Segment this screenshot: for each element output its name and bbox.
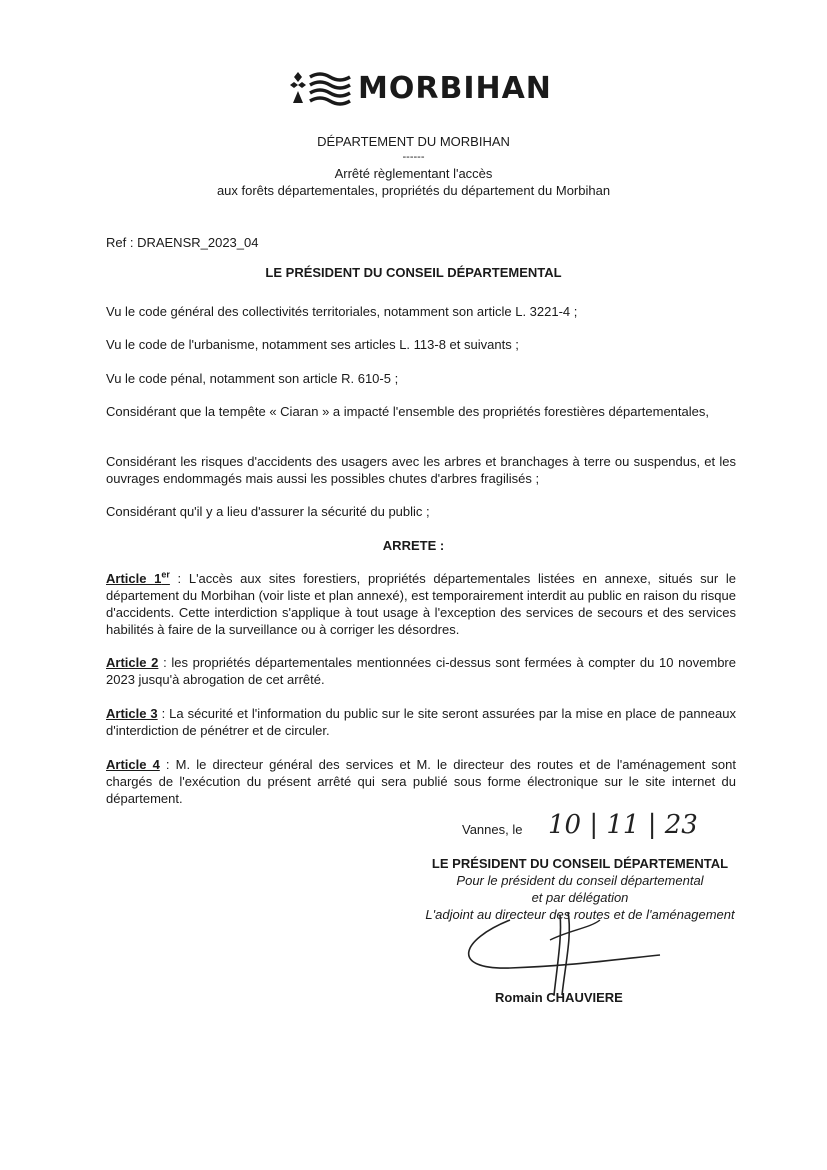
consideration-2: Vu le code de l'urbanisme, notamment ses articles L. 113-8 et suivants ; [106, 337, 519, 352]
consideration-1: Vu le code général des collectivités territoriales, notamment son article L. 3221-4 ; [106, 304, 578, 319]
article-1-text: : L'accès aux sites forestiers, propriétés départementales listées en annexe, situés sur le département du Morbihan (voir liste et plan annexé), est temporairement interdit au public en raison du risque d'accidents. Cette interdiction s'applique à tout usage à l'exception des services de secours et des services habilités à faire de la surveillance ou à corriger les désordres. [106, 571, 736, 637]
arrete-heading: ARRETE : [382, 538, 445, 553]
logo-text: MORBIHAN [358, 70, 552, 106]
article-1-label: Article 1er [106, 569, 170, 586]
ermine-waves-icon [288, 69, 352, 107]
decree-title-line2: aux forêts départementales, propriétés du département du Morbihan [216, 183, 611, 198]
handwritten-date: 10 | 11 | 23 [548, 810, 698, 840]
signature-place: Vannes, le [462, 822, 523, 837]
handwritten-signature [450, 900, 670, 1000]
article-4-label: Article 4 [106, 757, 160, 772]
signatory-name: Romain CHAUVIERE [495, 990, 623, 1005]
consideration-3: Vu le code pénal, notamment son article R. 610-5 ; [106, 371, 399, 386]
article-3-text: : La sécurité et l'information du public sur le site seront assurées par la mise en place de panneaux d'interdiction de pénétrer et de circuler. [106, 706, 736, 738]
article-2-text: : les propriétés départementales mentionnées ci-dessus sont fermées à compter du 10 novembre 2023 jusqu'à abrogation de cet arrêté. [106, 655, 736, 687]
signature-line2: et par délégation [531, 890, 629, 905]
consideration-4: Considérant que la tempête « Ciaran » a impacté l'ensemble des propriétés forestières départementales, [106, 404, 709, 419]
consideration-6: Considérant qu'il y a lieu d'assurer la sécurité du public ; [106, 504, 430, 519]
decree-title-line1: Arrêté règlementant l'accès [334, 166, 493, 181]
reference: Ref : DRAENSR_2023_04 [106, 235, 259, 250]
consideration-5: Considérant les risques d'accidents des usagers avec les arbres et branchages à terre ou suspendus, et les ouvrages endommagés mais aussi les possibles chutes d'arbres fragilisés ; [106, 454, 736, 486]
separator: ------ [402, 151, 425, 163]
article-1 [106, 570, 736, 638]
signature-line3: L'adjoint au directeur des routes et de l'aménagement [425, 907, 735, 922]
article-4-text: : M. le directeur général des services et M. le directeur des routes et de l'aménagement sont chargés de l'exécution du présent arrêté qui sera publié sous forme électronique sur le site internet du département. [106, 757, 736, 806]
president-heading: LE PRÉSIDENT DU CONSEIL DÉPARTEMENTAL [265, 265, 562, 280]
signature-title: LE PRÉSIDENT DU CONSEIL DÉPARTEMENTAL [431, 856, 729, 871]
article-3 [106, 705, 736, 739]
article-2-label: Article 2 [106, 655, 159, 670]
morbihan-logo [288, 68, 552, 108]
article-3-label: Article 3 [106, 706, 158, 721]
article-4 [106, 756, 736, 807]
article-2 [106, 654, 736, 688]
department-name: DÉPARTEMENT DU MORBIHAN [317, 134, 510, 149]
signature-line1: Pour le président du conseil départemental [456, 873, 704, 888]
